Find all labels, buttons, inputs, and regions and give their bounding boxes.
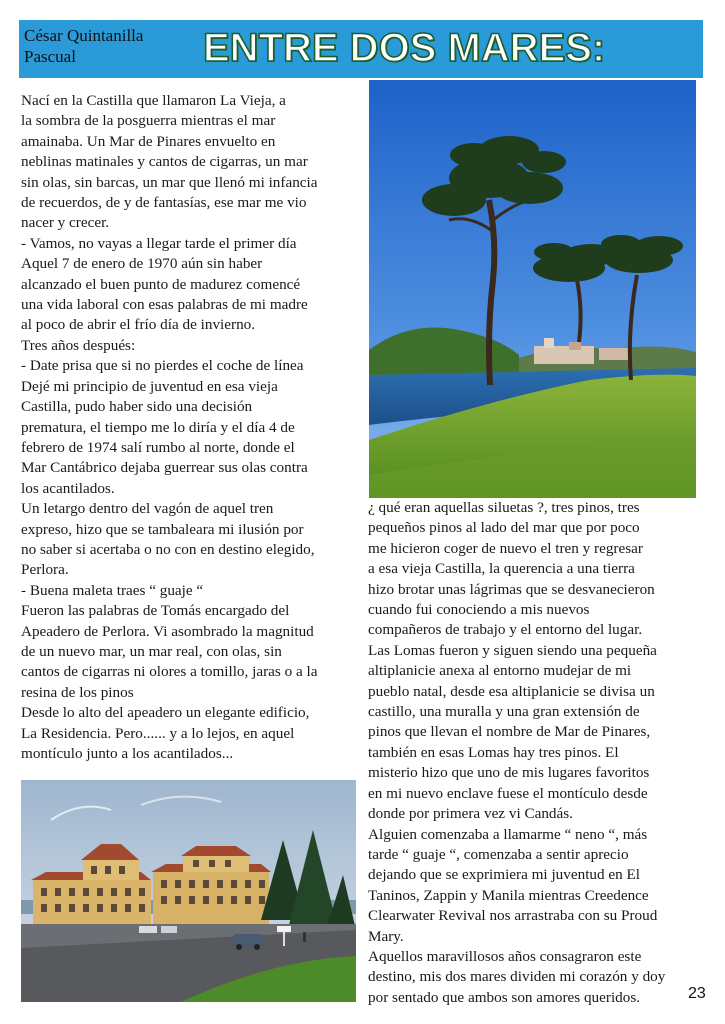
- right-column-line: Alguien comenzaba a llamarme “ neno “, más: [368, 825, 648, 843]
- left-column-line: Nací en la Castilla que llamaron La Vieja, a: [21, 92, 286, 109]
- left-column-line: amainaba. Un Mar de Pinares envuelto en: [21, 132, 276, 150]
- left-column-line: Perlora.: [21, 561, 69, 579]
- left-column-line: febrero de 1974 salí rumbo al norte, donde el: [21, 438, 295, 456]
- right-column-line: Taninos, Zappin y Manila mientras Creedence: [368, 886, 649, 904]
- right-column-line: hizo brotar unas lágrimas que se desvanecieron: [368, 580, 655, 598]
- left-column-line: Aquel 7 de enero de 1970 aún sin haber: [21, 255, 263, 273]
- author-name: [24, 25, 194, 67]
- left-column-line: cantos de cigarras ni olores a tomillo, jaras o a la: [21, 663, 318, 681]
- right-column-line: pequeños pinos al lado del mar que por poco: [368, 519, 640, 537]
- left-column-line: sin olas, sin barcas, un mar que llenó mi infancia: [21, 173, 318, 191]
- right-column-line: en mi nuevo enclave fuese el montículo desde: [368, 784, 648, 802]
- left-column-line: La Residencia. Pero...... y a lo lejos, en aquel: [21, 724, 295, 742]
- right-column-line: destino, mis dos mares dividen mi corazón y doy: [368, 968, 666, 986]
- right-column-line: Las Lomas fueron y siguen siendo una pequeña: [368, 641, 657, 659]
- left-column-line: nacer y crecer.: [21, 214, 110, 232]
- right-column-line: donde por primera vez vi Candás.: [368, 805, 573, 823]
- author-line-2: Pascual: [24, 47, 76, 66]
- left-column-line: Fueron las palabras de Tomás encargado del: [21, 602, 290, 620]
- left-column-line: - Vamos, no vayas a llegar tarde el primer día: [21, 234, 297, 252]
- right-column-line: dejando que se exprimiera mi juventud en El: [368, 866, 641, 884]
- right-column-line: pueblo natal, desde esa altiplanicie se divisa un: [368, 682, 655, 700]
- right-column-line: a esa vieja Castilla, la querencia a una tierra: [368, 560, 635, 578]
- article-title: ENTRE DOS MARES:: [203, 26, 606, 70]
- left-column-line: Mar Cantábrico dejaba guerrear sus olas contra: [21, 459, 308, 477]
- left-column-line: - Buena maleta traes “ guaje “: [21, 581, 204, 599]
- right-column-line: también en esas Lomas hay tres pinos. El: [368, 743, 619, 761]
- photo-residencia-building: [21, 780, 356, 1002]
- right-column-line: pinos que llevan el nombre de Mar de Pinares,: [368, 723, 651, 741]
- right-text-column: [368, 498, 703, 1008]
- left-column-line: al poco de abrir el frío día de invierno.: [21, 316, 256, 334]
- right-column-line: ¿ qué eran aquellas siluetas ?, tres pinos, tres: [368, 499, 640, 516]
- right-column-line: Aquellos maravillosos años consagraron este: [368, 947, 642, 965]
- left-column-line: de recuerdos, de y de fantasías, ese mar me vio: [21, 194, 307, 212]
- left-column-line: una vida laboral con esas palabras de mi madre: [21, 296, 308, 314]
- left-column-line: la sombra de la posguerra mientras el mar: [21, 112, 276, 130]
- right-column-line: me hicieron coger de nuevo el tren y regresar: [368, 539, 643, 557]
- right-column-line: Clearwater Revival nos arrastraba con su Proud: [368, 907, 658, 925]
- right-column-line: tarde “ guaje “, comenzaba a sentir aprecio: [368, 845, 629, 863]
- page-number: 23: [688, 985, 706, 1002]
- header-band: [19, 20, 703, 78]
- left-column-line: Dejé mi principio de juventud en esa vieja: [21, 377, 278, 395]
- photo-three-pines: [369, 80, 696, 498]
- right-column-line: por sentado que ambos son amores queridos.: [368, 988, 641, 1006]
- left-column-line: Desde lo alto del apeadero un elegante edificio,: [21, 704, 310, 722]
- left-column-line: - Date prisa que si no pierdes el coche de línea: [21, 357, 304, 375]
- right-column-line: Mary.: [368, 927, 404, 945]
- right-column-line: cuando fui conociendo a mis nuevos: [368, 601, 590, 619]
- left-column-line: Tres años después:: [21, 336, 136, 354]
- right-column-line: altiplanicie anexa al entorno mudejar de mi: [368, 662, 632, 680]
- left-text-column: [21, 91, 359, 764]
- right-column-line: compañeros de trabajo y el entorno del lugar.: [368, 621, 643, 639]
- author-line-1: César Quintanilla: [24, 26, 144, 45]
- left-column-line: resina de los pinos: [21, 683, 134, 701]
- left-column-line: prematura, el tiempo me lo diría y el día 4 de: [21, 418, 295, 436]
- left-column-line: Apeadero de Perlora. Vi asombrado la magnitud: [21, 622, 314, 640]
- left-column-line: no saber si acertaba o no con en destino elegido,: [21, 540, 315, 558]
- left-column-line: Castilla, pudo haber sido una decisión: [21, 398, 253, 416]
- right-column-line: misterio hizo que uno de mis lugares favoritos: [368, 764, 650, 782]
- right-column-line: castillo, una muralla y una gran extensión de: [368, 703, 640, 721]
- left-column-line: alcanzado el buen punto de madurez comencé: [21, 275, 301, 293]
- left-column-line: de un nuevo mar, un mar real, con olas, sin: [21, 642, 282, 660]
- left-column-line: los acantilados.: [21, 479, 115, 497]
- left-column-line: expreso, hizo que se tambaleara mi ilusión por: [21, 520, 304, 538]
- left-column-line: Un letargo dentro del vagón de aquel tren: [21, 500, 274, 518]
- left-column-line: montículo junto a los acantilados...: [21, 745, 234, 762]
- left-column-line: neblinas matinales y cantos de cigarras, un mar: [21, 153, 308, 171]
